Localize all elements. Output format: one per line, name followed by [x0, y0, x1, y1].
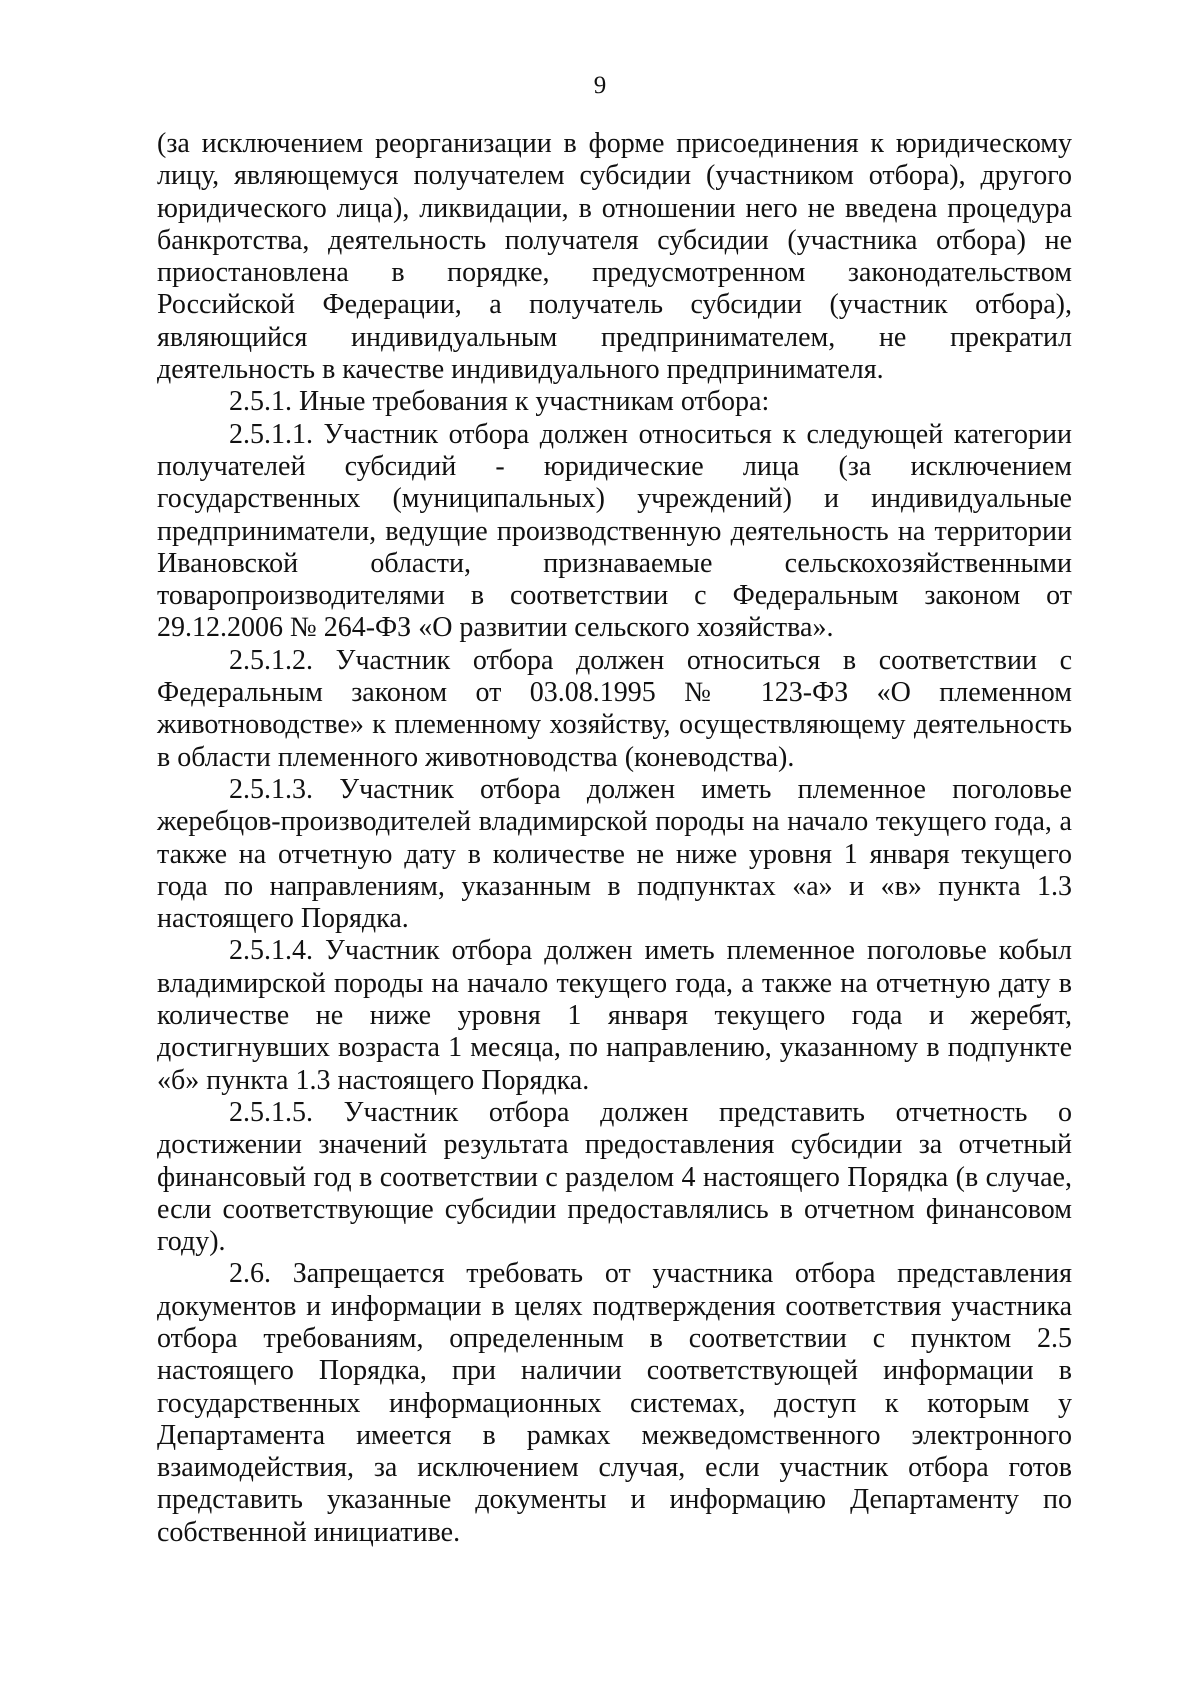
paragraph-2-5-1: 2.5.1. Иные требования к участникам отбора: — [229, 386, 770, 418]
paragraph-2-5-1-5: 2.5.1.5. Участник отбора должен представить отчетность о достижении значений результата предоставления субсидии за отчетный финансовый год в соответствии с разделом 4 настоящего Порядка (в случае, если соответствующие субсидии предоставлялись в отчетном финансовом году). — [157, 1096, 1072, 1258]
paragraph-2-6: 2.6. Запрещается требовать от участника отбора представления документов и информации в целях подтверждения соответствия участника отбора требованиям, определенным в соответствии с пунктом 2.5 настоящего Порядка, при наличии соответствующей информации в государственных информационных системах, доступ к которым у Департамента имеется в рамках межведомственного электронного взаимодействия, за исключением случая, если участник отбора готов представить указанные документы и информацию Департаменту по собственной инициативе. — [157, 1258, 1072, 1548]
page-number: 9 — [593, 72, 607, 99]
paragraph-2-5-1-2: 2.5.1.2. Участник отбора должен относиться в соответствии с Федеральным законом от 03.08.1995 № 123-ФЗ «О племенном животноводстве» к племенному хозяйству, осуществляющему деятельность в области племенного животноводства (коневодства). — [157, 644, 1072, 773]
paragraph-continuation: (за исключением реорганизации в форме присоединения к юридическому лицу, являющемуся получателем субсидии (участником отбора), другого юридического лица), ликвидации, в отношении него не введена процедура банкротства, деятельность получателя субсидии (участника отбора) не приостановлена в порядке, предусмотренном законодательством Российской Федерации, а получатель субсидии (участник отбора), являющийся индивидуальным предпринимателем, не прекратил деятельность в качестве индивидуального предпринимателя. — [157, 128, 1072, 386]
document-body — [157, 128, 1072, 1549]
paragraph-2-5-1-3: 2.5.1.3. Участник отбора должен иметь племенное поголовье жеребцов-производителей владимирской породы на начало текущего года, а также на отчетную дату в количестве не ниже уровня 1 января текущего года по направлениям, указанным в подпунктах «а» и «в» пункта 1.3 настоящего Порядка. — [157, 773, 1072, 935]
paragraph-2-5-1-4: 2.5.1.4. Участник отбора должен иметь племенное поголовье кобыл владимирской породы на начало текущего года, а также на отчетную дату в количестве не ниже уровня 1 января текущего года и жеребят, достигнувших возраста 1 месяца, по направлению, указанному в подпункте «б» пункта 1.3 настоящего Порядка. — [157, 935, 1072, 1096]
paragraph-2-5-1-1: 2.5.1.1. Участник отбора должен относиться к следующей категории получателей субсидий - юридические лица (за исключением государственных (муниципальных) учреждений) и индивидуальные предприниматели, ведущие производственную деятельность на территории Ивановской области, признаваемые сельскохозяйственными товаропроизводителями в соответствии с Федеральным законом от 29.12.2006 № 264-ФЗ «О развитии сельского хозяйства». — [157, 418, 1072, 644]
